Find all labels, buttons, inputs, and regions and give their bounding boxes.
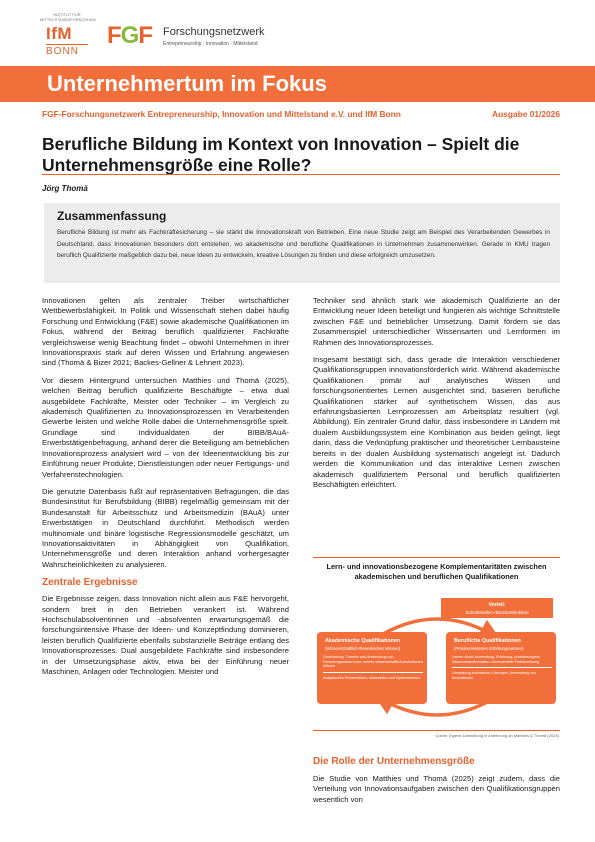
figure-source: Quelle: Eigene Darstellung in Anlehnung an Matthies & Thomä (2025). <box>435 733 560 738</box>
ifm-logo-small-text: INSTITUT FÜR MITTELSTANDSFORSCHUNG <box>40 12 96 22</box>
paragraph: Insgesamt bestätigt sich, dass gerade die Interaktion verschiedener Qualifikationsgruppen innovationsförderlich wirkt. Während akademische Qualifikationen primär auf analytisches Wissen und forschungsorientiertes Lernen ausgerichtet sind, basieren berufliche Qualifikationen stärker auf synthetischem Wissen, das aus erfahrungsbasierten Lernprozessen am Arbeitsplatz resultiert (vgl. Abbildung). Ein zentraler Grund dafür, dass insbesondere in Ländern mit dualem Ausbildungssystem eine Kombination aus beiden gelingt, liegt darin, dass die Verknüpfung praktischer und theoretischer Lernbausteine bereits in der dualen Ausbildung systematisch angelegt ist. Dadurch werden die Kommunikation und das interaktive Lernen zwischen akademisch qualifiziertem Personal und beruflich qualifizierten Beschäftigten erleichtert. <box>313 355 560 489</box>
summary-heading: Zusammenfassung <box>57 209 167 223</box>
figure-card-item: Analytisches Problemlösen, Abstraktion und Systemdenken <box>323 675 421 680</box>
right-column <box>313 296 560 497</box>
paragraph: Die Ergebnisse zeigen, dass Innovation nicht allein aus F&E hervorgeht, sondern breit in den Betrieben verankert ist. Während Hochschulabsolventinnen und -absolventen erwartungsgemäß die forschungsintensive Phase der Ideen- und Konzeptfindung dominieren, leisten beruflich Qualifizierte ebenfalls substanzielle Beiträge entlang des Innovationsprozesses. Dual ausgebildete Fachkräfte sind insbesondere in der Umsetzungsphase aktiv, etwa bei der Einführung neuer Maschinen, Anlagen oder Technologien. Meister und <box>42 594 289 676</box>
publisher-text: FGF-Forschungsnetzwerk Entrepreneurship, Innovation und Mittelstand e.V. und IfM Bonn <box>42 109 401 119</box>
summary-box <box>44 203 560 283</box>
fgf-logo-name: Forschungsnetzwerk <box>163 26 265 38</box>
article-title: Berufliche Bildung im Kontext von Innovation – Spielt die Unternehmensgröße eine Rolle? <box>42 134 520 175</box>
figure-card-vocational-items <box>452 655 552 680</box>
section-heading-results: Zentrale Ergebnisse <box>42 577 138 589</box>
figure-card-item: Generierung, Transfer und Anwendung von Forschungswissen bzw. neuem wissenschaftlich-technischen Wissen <box>323 655 423 673</box>
figure-card-vocational-title: Berufliche Qualifikationen <box>454 638 521 644</box>
figure-top-box <box>441 598 553 618</box>
figure-card-academic-items <box>323 655 423 680</box>
title-divider <box>42 174 560 175</box>
issue-number: Ausgabe 01/2026 <box>492 109 560 119</box>
figure-top-box-title: Vorteil: <box>488 602 506 608</box>
figure-card-academic-subtitle: (Wissenschaftlich-theoretisches Wissen) <box>325 646 401 651</box>
ifm-logo <box>40 12 94 60</box>
ifm-logo-name: IfM <box>46 24 73 43</box>
series-title: Unternehmertum im Fokus <box>47 71 327 96</box>
fgf-logo-mark: FGF <box>107 22 153 49</box>
figure-caption: Lern- und innovationsbezogene Komplementaritäten zwischen akademischen und beruflichen Qualifikationen <box>326 562 547 581</box>
left-column <box>42 296 289 684</box>
fgf-logo <box>107 22 265 52</box>
figure-top-rule <box>313 557 560 558</box>
paragraph: Techniker sind ähnlich stark wie akademisch Qualifizierte an der Entwicklung neuer Ideen beteiligt und fungieren als wichtige Schnittstelle zwischen F&E und betrieblicher Umsetzung. Damit fördern sie das Zusammenspiel unterschiedlicher Wissensarten und Lernformen im Rahmen des Innovationsprozesses. <box>313 296 560 347</box>
ifm-logo-city: BONN <box>46 44 88 57</box>
figure-card-vocational-subtitle: (Praxisorientiertes Erfahrungswissen) <box>454 646 524 651</box>
figure-card-item: Lernen durch Anwendung, Erfahrung, praxisbezogene Wissenstransformation, inkrementelle Problemlösung <box>452 655 552 668</box>
figure-top-box-text: Schnittstellen-/Brückenfunktion <box>465 610 529 615</box>
figure-card-item: Umsetzung technischer Lösungen, Anwendung von Innovationen <box>452 671 537 680</box>
publication-line <box>42 109 560 119</box>
figure-diagram <box>313 592 560 724</box>
section-heading-company-size: Die Rolle der Unternehmensgröße <box>313 756 475 767</box>
figure-arrow-top <box>383 619 491 634</box>
paragraph: Innovationen gelten als zentraler Treiber wirtschaftlicher Wettbewerbsfähigkeit. In Politik und Wissenschaft stehen dabei häufig Forschung und Entwicklung (F&E) sowie akademische Qualifikationen im Fokus, während der Beitrag beruflich qualifizierter Fachkräfte vergleichsweise wenig Beachtung findet – obwohl Unternehmen in ihrer Innovationspraxis stark auf deren Wissen und Erfahrung angewiesen sind (Thomä & Bizer 2021; Backes-Gellner & Lehnert 2023). <box>42 296 289 368</box>
paragraph: Die genutzte Datenbasis fußt auf repräsentativen Befragungen, die das Bundesinstitut für Berufsbildung (BIBB) regelmäßig gemeinsam mit der Bundesanstalt für Arbeitsschutz und Arbeitsmedizin (BAuA) unter Erwerbstätigen in Deutschland durchführt. Methodisch werden multinomiale und binäre logistische Regressionsmodelle geschätzt, um Innovationsaktivitäten in Abhängigkeit von Qualifikation, Unternehmensgröße und deren Interaktion anhand vorhergesagter Wahrscheinlichkeiten zu analysieren. <box>42 486 289 569</box>
figure-card-academic-title: Akademische Qualifikationen <box>325 638 401 644</box>
figure-bottom-rule <box>313 730 560 731</box>
paragraph: Vor diesem Hintergrund untersuchen Matthies und Thomä (2025), welchen Beitrag beruflich qualifizierte Beschäftigte – etwa dual ausgebildete Fachkräfte, Meister oder Techniker – im Vergleich zu akademisch Qualifizierten zu Innovationsprozessen im Verarbeitenden Gewerbe leisten und welche Rolle dabei die Unternehmensgröße spielt. Grundlage sind Individualdaten der BIBB/BAuA-Erwerbstätigenbefragung, anhand derer die Beteiligung am betrieblichen Innovationsprozess analysiert wird – von der Ideenentwicklung bis zur Einführung neuer Produkte, Dienstleistungen oder neuer Fertigungs- und Verfahrenstechnologien. <box>42 375 289 479</box>
article-author: Jörg Thomä <box>42 184 88 193</box>
paragraph: Die Studie von Matthies und Thomä (2025) zeigt zudem, dass die Verteilung von Innovationsaufgaben zwischen den Qualifikationsgruppen wesentlich von <box>313 774 560 804</box>
series-banner <box>0 66 595 102</box>
summary-text: Berufliche Bildung ist mehr als Fachkräftesicherung – sie stärkt die Innovationskraft von Betrieben. Eine neue Studie zeigt am Beispiel des Verarbeitenden Gewerbes in Deutschland, dass Innovationen besonders dort entstehen, wo akademische und berufliche Qualifikationen in Unternehmen zusammenwirken. Gerade in KMU tragen beruflich Qualifizierte maßgeblich dazu bei, neue Ideen zu entwickeln, kreative Lösungen zu finden und diese erfolgreich umzusetzen. <box>57 229 550 260</box>
fgf-logo-tagline: Entrepreneurship · Innovation · Mittelstand <box>163 41 258 47</box>
